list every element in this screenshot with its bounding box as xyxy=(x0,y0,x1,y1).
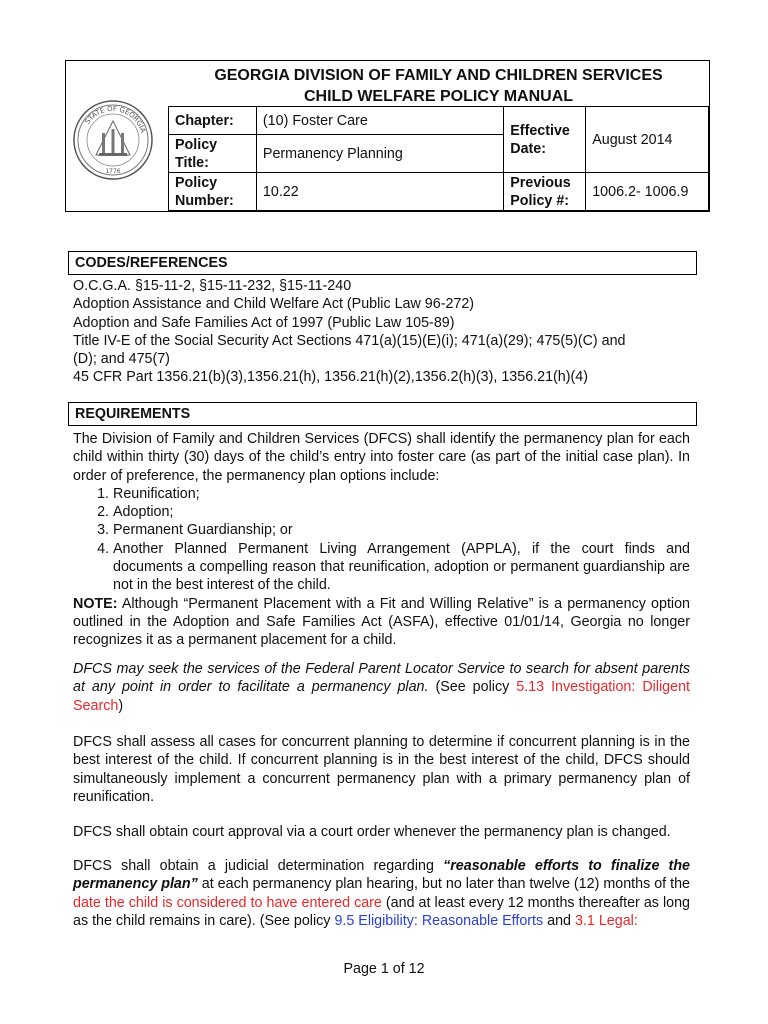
requirements-intro: The Division of Family and Children Services (DFCS) shall identify the permanency plan for each child within thirty (30) days of the child’s entry into foster care (as part of the initial case plan). In order of preference, the permanency plan options include: xyxy=(73,431,690,484)
code-line: Adoption and Safe Families Act of 1997 (Public Law 105-89) xyxy=(73,314,455,331)
note-paragraph xyxy=(73,595,690,650)
reasonable-efforts-link[interactable]: 9.5 Eligibility: Reasonable Efforts xyxy=(334,912,544,929)
policy-title-label: Policy Title: xyxy=(169,135,257,173)
requirements-heading: REQUIREMENTS xyxy=(68,402,697,426)
list-item: 3. Permanent Guardianship; or xyxy=(113,521,690,539)
code-line: (D); and 475(7) xyxy=(73,351,170,368)
legal-policy-link[interactable]: 3.1 Legal: xyxy=(575,912,638,929)
effective-date-label: Effective Date: xyxy=(504,107,586,173)
policy-info-table xyxy=(168,106,709,211)
policy-header-box xyxy=(65,60,710,212)
judicial-and-text: and xyxy=(543,912,575,929)
judicial-start-text: DFCS shall obtain a judicial determination regarding xyxy=(73,858,444,874)
code-line: 45 CFR Part 1356.21(b)(3),1356.21(h), 1356.21(h)(2),1356.2(h)(3), 1356.21(h)(4) xyxy=(73,369,588,386)
list-item: 1. Reunification; xyxy=(113,485,690,503)
code-line: Adoption Assistance and Child Welfare Act (Public Law 96-272) xyxy=(73,296,475,313)
judicial-mid-text: at each permanency plan hearing, but no later than twelve (12) months of the xyxy=(197,876,690,893)
locator-paragraph xyxy=(73,660,690,715)
diligent-search-link[interactable]: 5.13 Investigation: Diligent Search xyxy=(73,679,691,714)
title-line-1: GEORGIA DIVISION OF FAMILY AND CHILDREN SERVICES xyxy=(214,67,663,84)
georgia-seal-icon xyxy=(72,99,154,181)
requirements-body xyxy=(73,430,690,650)
locator-end-text: ) xyxy=(118,697,124,714)
list-item: 4. Another Planned Permanent Living Arrangement (APPLA), if the court finds and documents a compelling reason that reunification, adoption or permanent guardianship are not in the best interest of the child. xyxy=(113,540,690,595)
code-line: Title IV-E of the Social Security Act Sections 471(a)(15)(E)(i); 471(a)(29); 475(5)(C) and xyxy=(73,332,626,349)
previous-policy-label: Previous Policy #: xyxy=(504,173,586,211)
court-approval-paragraph: DFCS shall obtain court approval via a court order whenever the permanency plan is changed. xyxy=(73,824,671,840)
policy-title-value: Permanency Planning xyxy=(256,135,503,173)
page-number: Page 1 of 12 xyxy=(343,961,425,977)
code-line: O.C.G.A. §15-11-2, §15-11-232, §15-11-240 xyxy=(73,278,352,294)
manual-title xyxy=(168,65,709,107)
title-line-2: CHILD WELFARE POLICY MANUAL xyxy=(303,88,574,105)
judicial-mid2-text: (and at least every 12 months thereafter as long as the child remains in care). (See policy xyxy=(73,894,690,929)
codes-references-list xyxy=(73,277,690,387)
chapter-label: Chapter: xyxy=(169,107,257,135)
entered-care-link[interactable]: date the child is considered to have entered care xyxy=(73,894,382,911)
reasonable-efforts-phrase: “reasonable efforts to finalize the permanency plan” xyxy=(73,858,690,893)
judicial-determination-paragraph xyxy=(73,857,690,930)
chapter-value: (10) Foster Care xyxy=(256,107,503,135)
svg-text:1776: 1776 xyxy=(105,168,121,175)
locator-italic-text: DFCS may seek the services of the Federal Parent Locator Service to search for absent parents at any point in order to facilitate a permanency plan. xyxy=(73,661,690,696)
effective-date-value: August 2014 xyxy=(586,107,709,173)
permanency-options-list xyxy=(73,485,690,595)
note-text: Although “Permanent Placement with a Fit and Willing Relative” is a permanency option outlined in the Adoption and Safe Families Act (ASFA), effective 01/01/14, Georgia no longer recognizes it as a permanent placement for a child. xyxy=(73,595,690,649)
codes-references-heading: CODES/REFERENCES xyxy=(68,251,697,275)
concurrent-planning-paragraph: DFCS shall assess all cases for concurrent planning to determine if concurrent planning is in the best interest of the child. If concurrent planning is in the best interest of the child, DFCS should simultaneously implement a concurrent permanency plan with a primary permanency plan of reunification. xyxy=(73,734,690,805)
note-label: NOTE: xyxy=(73,595,118,612)
svg-text:STATE OF GEORGIA: STATE OF GEORGIA xyxy=(83,104,147,134)
policy-number-label: Policy Number: xyxy=(169,173,257,211)
locator-see-text: (See policy xyxy=(428,679,517,696)
policy-number-value: 10.22 xyxy=(256,173,503,211)
list-item: 2. Adoption; xyxy=(113,503,690,521)
previous-policy-value: 1006.2- 1006.9 xyxy=(586,173,709,211)
